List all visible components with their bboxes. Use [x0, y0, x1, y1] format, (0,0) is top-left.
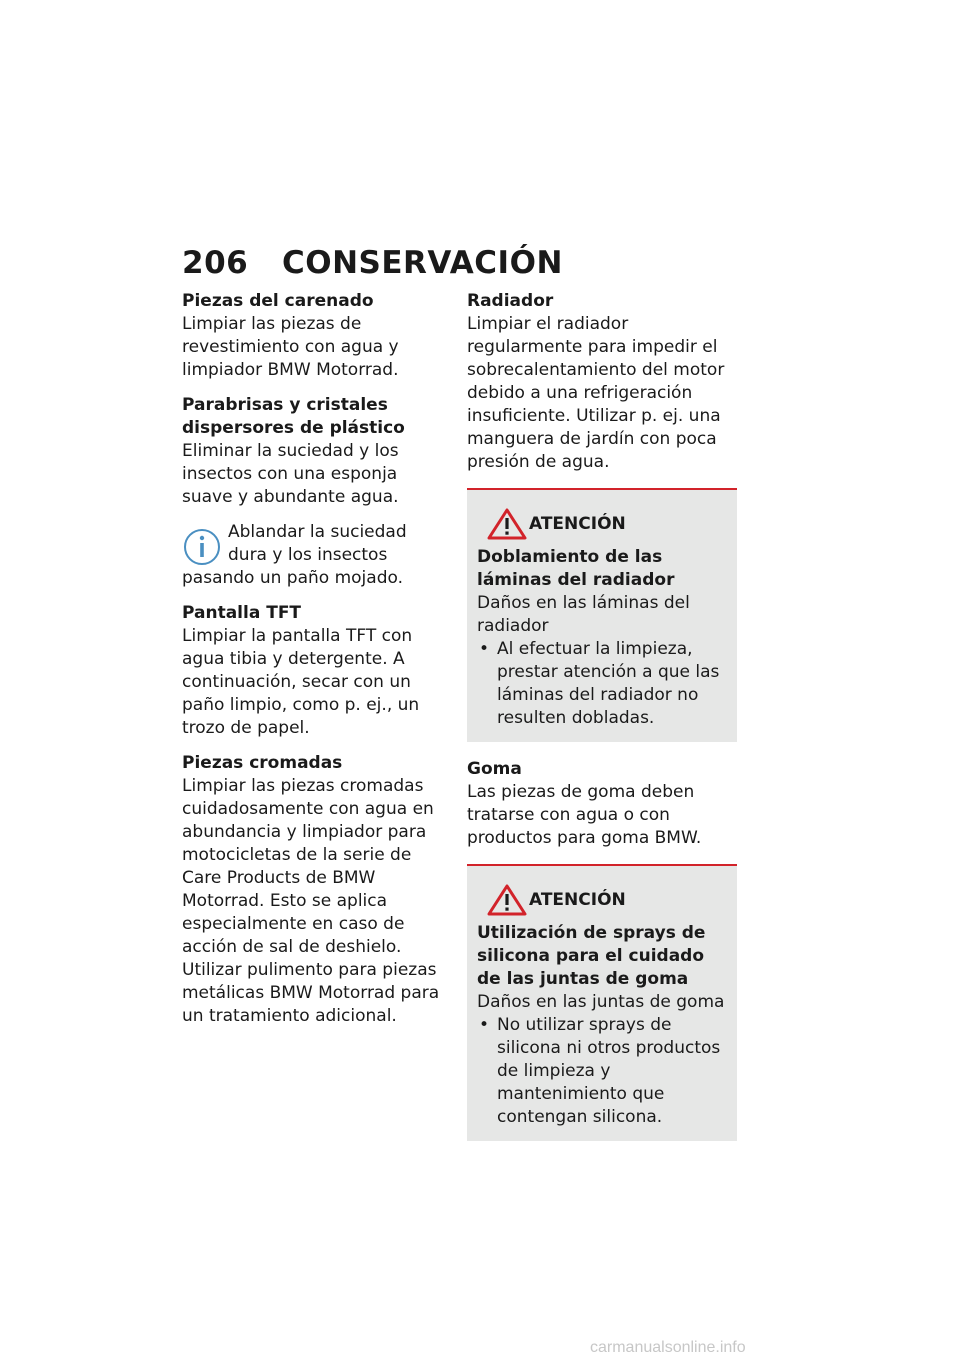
section-rubber [467, 758, 737, 850]
section-body: Las piezas de goma deben tratarse con agua o con productos para goma BMW. [467, 782, 702, 848]
warning-list [477, 1014, 727, 1129]
warning-bullet: • No utilizar sprays de silicona ni otros productos de limpieza y mantenimiento que contengan silicona. [477, 1014, 727, 1129]
section-tft [182, 602, 444, 740]
info-icon [182, 527, 222, 567]
warning-title: Utilización de sprays de silicona para el cuidado de las juntas de goma [477, 923, 706, 989]
warning-label: ATENCIÓN [529, 514, 626, 534]
left-column [182, 290, 444, 1040]
page-header [182, 244, 742, 284]
section-title: Parabrisas y cristales dispersores de plástico [182, 395, 405, 438]
section-body: Limpiar las piezas de revestimiento con agua y limpiador BMW Motorrad. [182, 314, 399, 380]
warning-header [477, 884, 727, 918]
warning-header [477, 508, 727, 542]
chapter-title: CONSERVACIÓN [282, 245, 563, 281]
warning-title: Doblamiento de las láminas del radiador [477, 547, 675, 590]
section-body: Limpiar la pantalla TFT con agua tibia y detergente. A continuación, secar con un paño limpio, como p. ej., un trozo de papel. [182, 626, 420, 738]
section-chrome [182, 752, 444, 1028]
warning-bullet: • Al efectuar la limpieza, prestar atención a que las láminas del radiador no resulten dobladas. [477, 638, 727, 730]
section-title: Goma [467, 759, 522, 779]
warning-triangle-icon [487, 508, 527, 540]
warning-consequence: Daños en las juntas de goma [477, 992, 725, 1012]
right-column [467, 290, 737, 1157]
info-note [182, 521, 444, 590]
section-body: Eliminar la suciedad y los insectos con una esponja suave y abundante agua. [182, 441, 399, 507]
section-windshield [182, 394, 444, 509]
warning-box-silicone [467, 864, 737, 1141]
section-body: Limpiar las piezas cromadas cuidadosamente con agua en abundancia y limpiador para motocicletas de la serie de Care Products de BMW Motorrad. Esto se aplica especialmente en caso de acción de sal de deshielo. Utilizar pulimento para piezas metálicas BMW Motorrad para un tratamiento adicional. [182, 776, 440, 1026]
section-title: Piezas cromadas [182, 753, 343, 773]
section-title: Pantalla TFT [182, 603, 302, 623]
section-title: Piezas del carenado [182, 291, 374, 311]
section-title: Radiador [467, 291, 554, 311]
warning-list [477, 638, 727, 730]
watermark: carmanualsonline.info [590, 1339, 746, 1356]
warning-consequence: Daños en las láminas del radiador [477, 593, 690, 636]
section-radiator [467, 290, 737, 474]
section-body: Limpiar el radiador regularmente para impedir el sobrecalentamiento del motor debido a una refrigeración insuficiente. Utilizar p. ej. una manguera de jardín con poca presión de agua. [467, 314, 725, 472]
warning-triangle-icon [487, 884, 527, 916]
warning-label: ATENCIÓN [529, 890, 626, 910]
info-note-text: Ablandar la suciedad dura y los insectos pasando un paño mojado. [182, 522, 407, 588]
page-number: 206 [182, 245, 249, 281]
section-fairing [182, 290, 444, 382]
warning-box-radiator [467, 488, 737, 742]
